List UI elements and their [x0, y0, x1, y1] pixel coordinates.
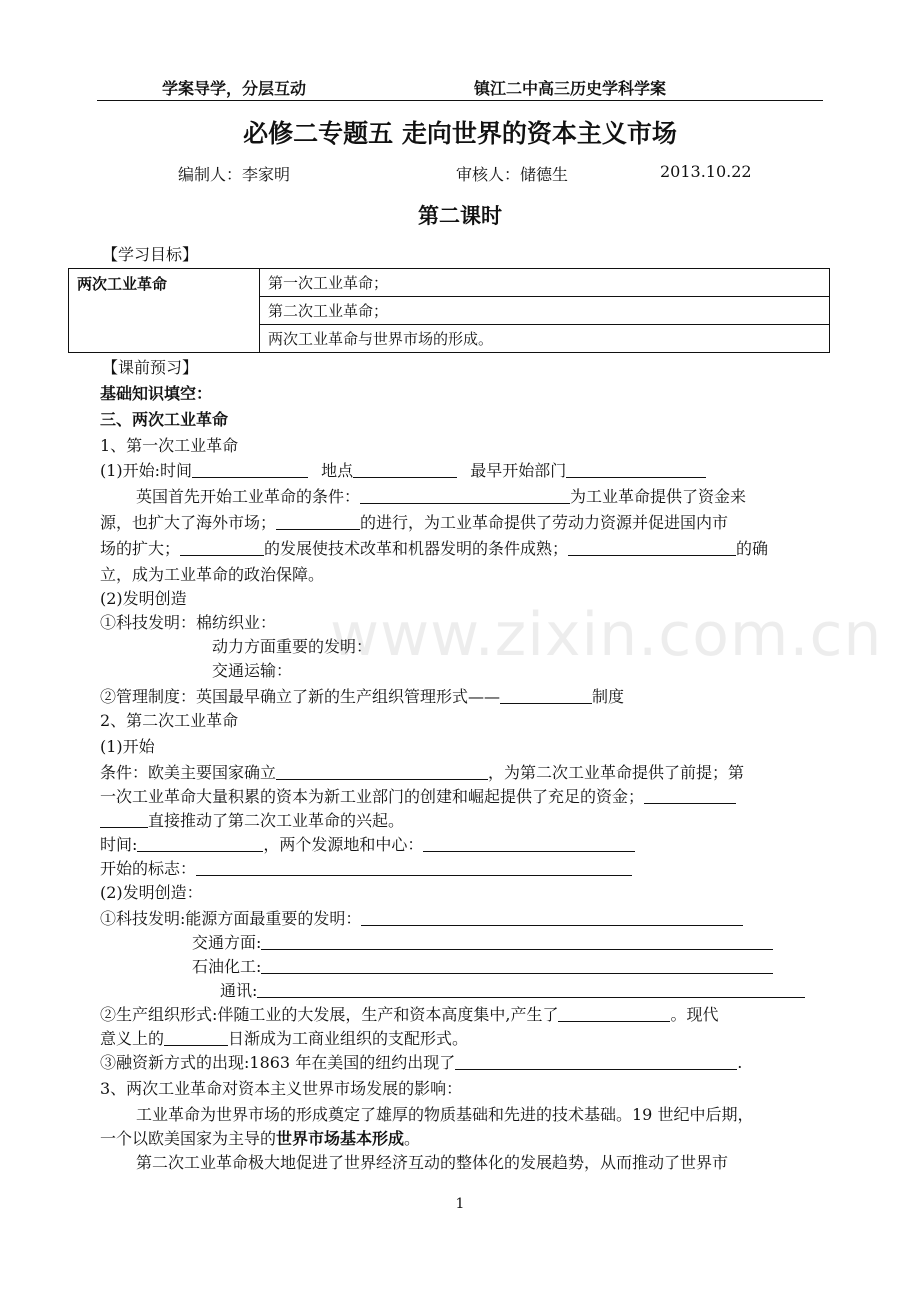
text: ②管理制度：英国最早确立了新的生产组织管理形式——	[100, 687, 501, 706]
text: 英国首先开始工业革命的条件：	[136, 487, 361, 506]
goal-item: 两次工业革命与世界市场的形成。	[260, 325, 830, 353]
s2-inventions: (2)发明创造：	[100, 883, 203, 902]
s3-para: 第二次工业革命极大地促进了世界经济互动的整体化的发展趋势，从而推动了世界市	[136, 1153, 729, 1172]
header-rule	[97, 100, 823, 101]
text: ②生产组织形式:伴随工业的大发展，生产和资本高度集中,产生了	[100, 1005, 559, 1024]
document-title: 必修二专题五 走向世界的资本主义市场	[243, 119, 677, 148]
goals-title: 两次工业革命	[69, 269, 260, 353]
blank[interactable]	[360, 487, 570, 504]
text: 的发展使技术改革和机器发明的条件成熟；	[264, 539, 569, 558]
blank[interactable]	[566, 461, 706, 478]
s1-tech: ①科技发明：棉纺织业：	[100, 613, 277, 632]
blank[interactable]	[644, 787, 736, 804]
text: 一次工业革命大量积累的资本为新工业部门的创建和崛起提供了充足的资金；	[100, 787, 645, 806]
s1-title: 1、第一次工业革命	[100, 436, 239, 455]
lesson-title: 第二课时	[418, 204, 502, 228]
text: .	[737, 1053, 743, 1072]
s1-inventions: (2)发明创造	[100, 589, 187, 608]
page-number: 1	[455, 1196, 465, 1212]
text: 一个以欧美国家为主导的	[100, 1129, 277, 1148]
blank[interactable]	[261, 933, 773, 950]
s2-tech-line	[100, 908, 743, 930]
s2-time-line	[100, 834, 635, 856]
s2-tech-line	[192, 956, 773, 978]
s1-start-label: (1)开始:时间	[100, 461, 193, 480]
text: 时间:	[100, 835, 138, 854]
blank[interactable]	[276, 513, 360, 530]
blank[interactable]	[423, 835, 635, 852]
s2-cond-line	[100, 762, 744, 784]
goals-row	[69, 269, 830, 297]
s1-cond-line	[136, 486, 746, 508]
s2-cond-line	[100, 786, 736, 808]
goal-item: 第一次工业革命；	[260, 269, 830, 297]
blank[interactable]	[257, 981, 805, 998]
text: 交通方面:	[192, 933, 262, 952]
s2-tech-line	[192, 932, 773, 954]
s3-para: 工业革命为世界市场的形成奠定了雄厚的物质基础和先进的技术基础。19 世纪中后期，	[136, 1105, 754, 1124]
text: 为工业革命提供了资金来	[570, 487, 747, 506]
text: ①科技发明:能源方面最重要的发明：	[100, 909, 362, 928]
text: 日渐成为工商业组织的支配形式。	[228, 1029, 469, 1048]
header-left: 学案导学，分层互动	[162, 79, 307, 98]
s1-sector-label: 最早开始部门	[470, 461, 567, 480]
s2-org-line	[100, 1004, 719, 1026]
s2-fin-line	[100, 1052, 742, 1074]
emphasis: 世界市场基本形成	[276, 1129, 405, 1148]
blank[interactable]	[558, 1005, 670, 1022]
text: ③融资新方式的出现:1863 年在美国的纽约出现了	[100, 1053, 456, 1072]
s2-title: 2、第二次工业革命	[100, 711, 239, 730]
text: 开始的标志：	[100, 859, 197, 878]
s1-cond-line	[100, 512, 728, 534]
blank[interactable]	[192, 461, 308, 478]
blank[interactable]	[500, 687, 592, 704]
blank[interactable]	[137, 835, 263, 852]
text: 的进行，为工业革命提供了劳动力资源并促进国内市	[360, 513, 729, 532]
goals-heading: 【学习目标】	[102, 245, 199, 264]
fill-heading: 基础知识填空：	[100, 384, 213, 403]
editor: 编制人：李家明	[178, 165, 291, 184]
s1-tech: 交通运输：	[212, 661, 293, 680]
text: 意义上的	[100, 1029, 165, 1048]
goals-table	[68, 268, 830, 353]
text: 条件：欧美主要国家确立	[100, 763, 277, 782]
s3-title: 3、两次工业革命对资本主义世界市场发展的影响：	[100, 1079, 463, 1098]
blank[interactable]	[180, 539, 264, 556]
header-right: 镇江二中高三历史学科学案	[474, 79, 667, 98]
s2-org-line	[100, 1028, 468, 1050]
preview-heading: 【课前预习】	[102, 358, 199, 377]
s1-cond-line: 立，成为工业革命的政治保障。	[100, 565, 325, 584]
s1-mgmt-line	[100, 686, 624, 708]
text: ，两个发源地和中心：	[263, 835, 424, 854]
watermark: www.zixin.com.cn	[330, 600, 883, 670]
text: 直接推动了第二次工业革命的兴起。	[148, 811, 405, 830]
blank[interactable]	[164, 1029, 228, 1046]
text: 。	[404, 1129, 421, 1148]
text: 。现代	[670, 1005, 719, 1024]
date: 2013.10.22	[660, 162, 752, 181]
reviewer: 审核人：储德生	[456, 165, 569, 184]
s2-sign-line	[100, 858, 632, 880]
section-heading: 三、两次工业革命	[100, 410, 229, 429]
goal-item: 第二次工业革命；	[260, 297, 830, 325]
text: 石油化工:	[192, 957, 262, 976]
s1-cond-line	[100, 538, 768, 560]
blank[interactable]	[261, 957, 773, 974]
s2-start: (1)开始	[100, 737, 155, 756]
s2-tech-line	[220, 980, 805, 1002]
s1-tech: 动力方面重要的发明：	[212, 637, 373, 656]
s1-start-line	[100, 460, 706, 482]
text: 制度	[592, 687, 625, 706]
s3-para	[100, 1128, 420, 1150]
blank[interactable]	[455, 1053, 737, 1070]
blank[interactable]	[276, 763, 488, 780]
text: 的确	[736, 539, 769, 558]
s1-place-label: 地点	[321, 461, 354, 480]
blank[interactable]	[100, 811, 148, 828]
blank[interactable]	[353, 461, 457, 478]
blank[interactable]	[568, 539, 736, 556]
s2-cond-line	[100, 810, 404, 832]
text: 通讯:	[220, 981, 258, 1000]
text: 源，也扩大了海外市场；	[100, 513, 277, 532]
blank[interactable]	[361, 909, 743, 926]
blank[interactable]	[196, 859, 632, 876]
text: 场的扩大；	[100, 539, 181, 558]
text: ，为第二次工业革命提供了前提；第	[488, 763, 745, 782]
